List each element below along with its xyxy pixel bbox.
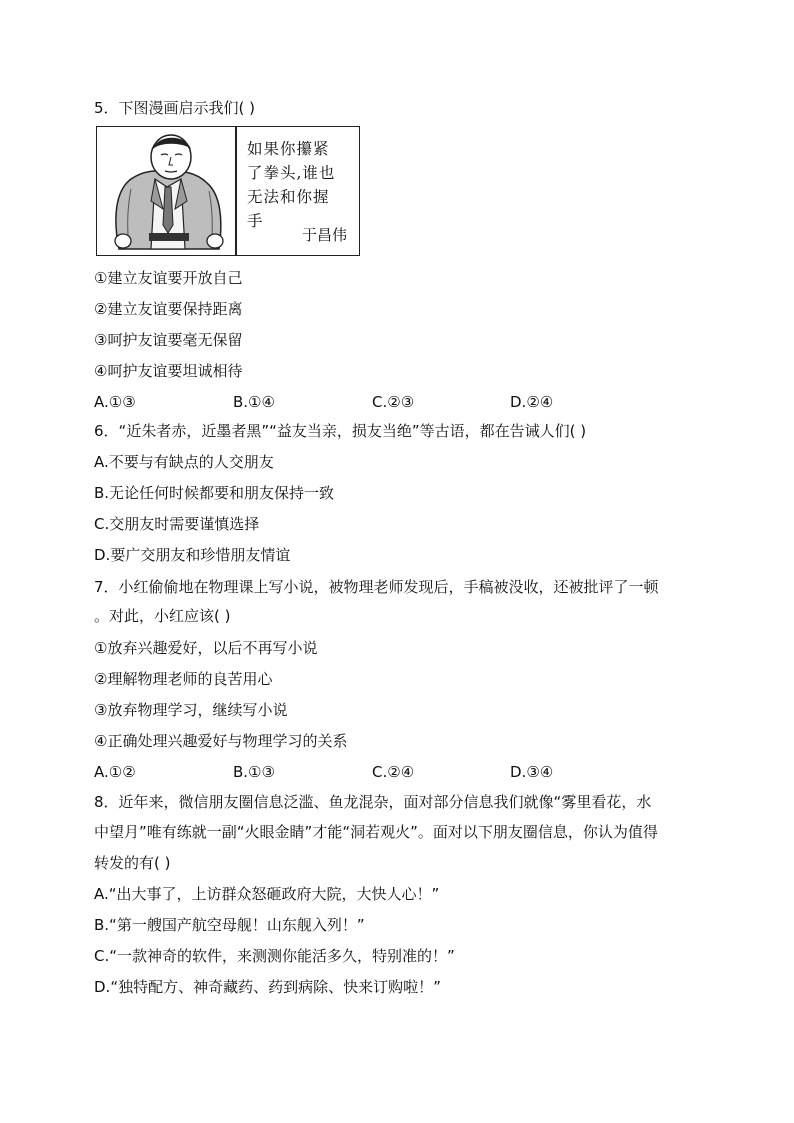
q5-option-d[interactable]: D.②④ <box>510 393 554 411</box>
q8-option-d[interactable]: D.“独特配方、神奇藏药、药到病除、快来订购啦！” <box>94 978 441 996</box>
q5-option-b[interactable]: B.①④ <box>233 393 275 411</box>
q8-option-a[interactable]: A.“出大事了，上访群众怒砸政府大院，大快人心！” <box>94 885 440 903</box>
q5-cartoon <box>96 126 360 256</box>
q7-option-a[interactable]: A.①② <box>94 763 136 781</box>
q6-option-b[interactable]: B.无论任何时候都要和朋友保持一致 <box>94 484 335 502</box>
q6-option-d[interactable]: D.要广交朋友和珍惜朋友情谊 <box>94 546 291 564</box>
q5-item: ①建立友谊要开放自己 <box>94 269 243 287</box>
q8-option-b[interactable]: B.“第一艘国产航空母舰！山东舰入列！” <box>94 916 365 934</box>
q5-item: ②建立友谊要保持距离 <box>94 300 243 318</box>
q5-stem: 5．下图漫画启示我们( ) <box>94 99 256 117</box>
q7-option-c[interactable]: C.②④ <box>372 763 415 781</box>
q7-item: ①放弃兴趣爱好，以后不再写小说 <box>94 639 318 657</box>
cartoon-quote-line: 如果你攥紧 <box>247 140 330 158</box>
cartoon-quote-line: 手 <box>247 212 264 230</box>
q6-option-a[interactable]: A.不要与有缺点的人交朋友 <box>94 453 274 471</box>
q7-item: ③放弃物理学习，继续写小说 <box>94 701 288 719</box>
q7-stem-line: 。对此，小红应该( ) <box>94 607 231 625</box>
q7-option-b[interactable]: B.①③ <box>233 763 275 781</box>
cartoon-quote-line: 无法和你握 <box>247 188 330 206</box>
q6-option-c[interactable]: C.交朋友时需要谨慎选择 <box>94 515 260 533</box>
q5-options <box>94 392 714 412</box>
q7-item: ②理解物理老师的良苦用心 <box>94 670 273 688</box>
q7-item: ④正确处理兴趣爱好与物理学习的关系 <box>94 732 348 750</box>
q8-option-c[interactable]: C.“一款神奇的软件，来测测你能活多久，特别准的！” <box>94 947 455 965</box>
q8-stem-line: 中望月”唯有练就一副“火眼金睛”才能“洞若观火”。面对以下朋友圈信息，你认为值得 <box>94 823 658 841</box>
q5-option-a[interactable]: A.①③ <box>94 393 136 411</box>
cartoon-author: 于昌伟 <box>301 226 347 244</box>
q6-stem: 6．“近朱者赤，近墨者黑”“益友当亲，损友当绝”等古语，都在告诫人们( ) <box>94 422 587 440</box>
q5-option-c[interactable]: C.②③ <box>372 393 415 411</box>
q5-item: ③呵护友谊要毫无保留 <box>94 331 243 349</box>
cartoon-quote <box>247 137 355 233</box>
q7-option-d[interactable]: D.③④ <box>510 763 554 781</box>
cartoon-quote-line: 了拳头,谁也 <box>247 164 336 182</box>
q7-stem-line: 7．小红偷偷地在物理课上写小说，被物理老师发现后，手稿被没收，还被批评了一顿 <box>94 578 659 596</box>
q5-item: ④呵护友谊要坦诚相待 <box>94 362 243 380</box>
cartoon-divider <box>235 127 237 255</box>
fist-man-illustration <box>101 129 233 253</box>
q8-stem-line: 8．近年来，微信朋友圈信息泛滥、鱼龙混杂，面对部分信息我们就像“雾里看花，水 <box>94 793 652 811</box>
q8-stem-line: 转发的有( ) <box>94 854 171 872</box>
q7-options <box>94 762 714 782</box>
